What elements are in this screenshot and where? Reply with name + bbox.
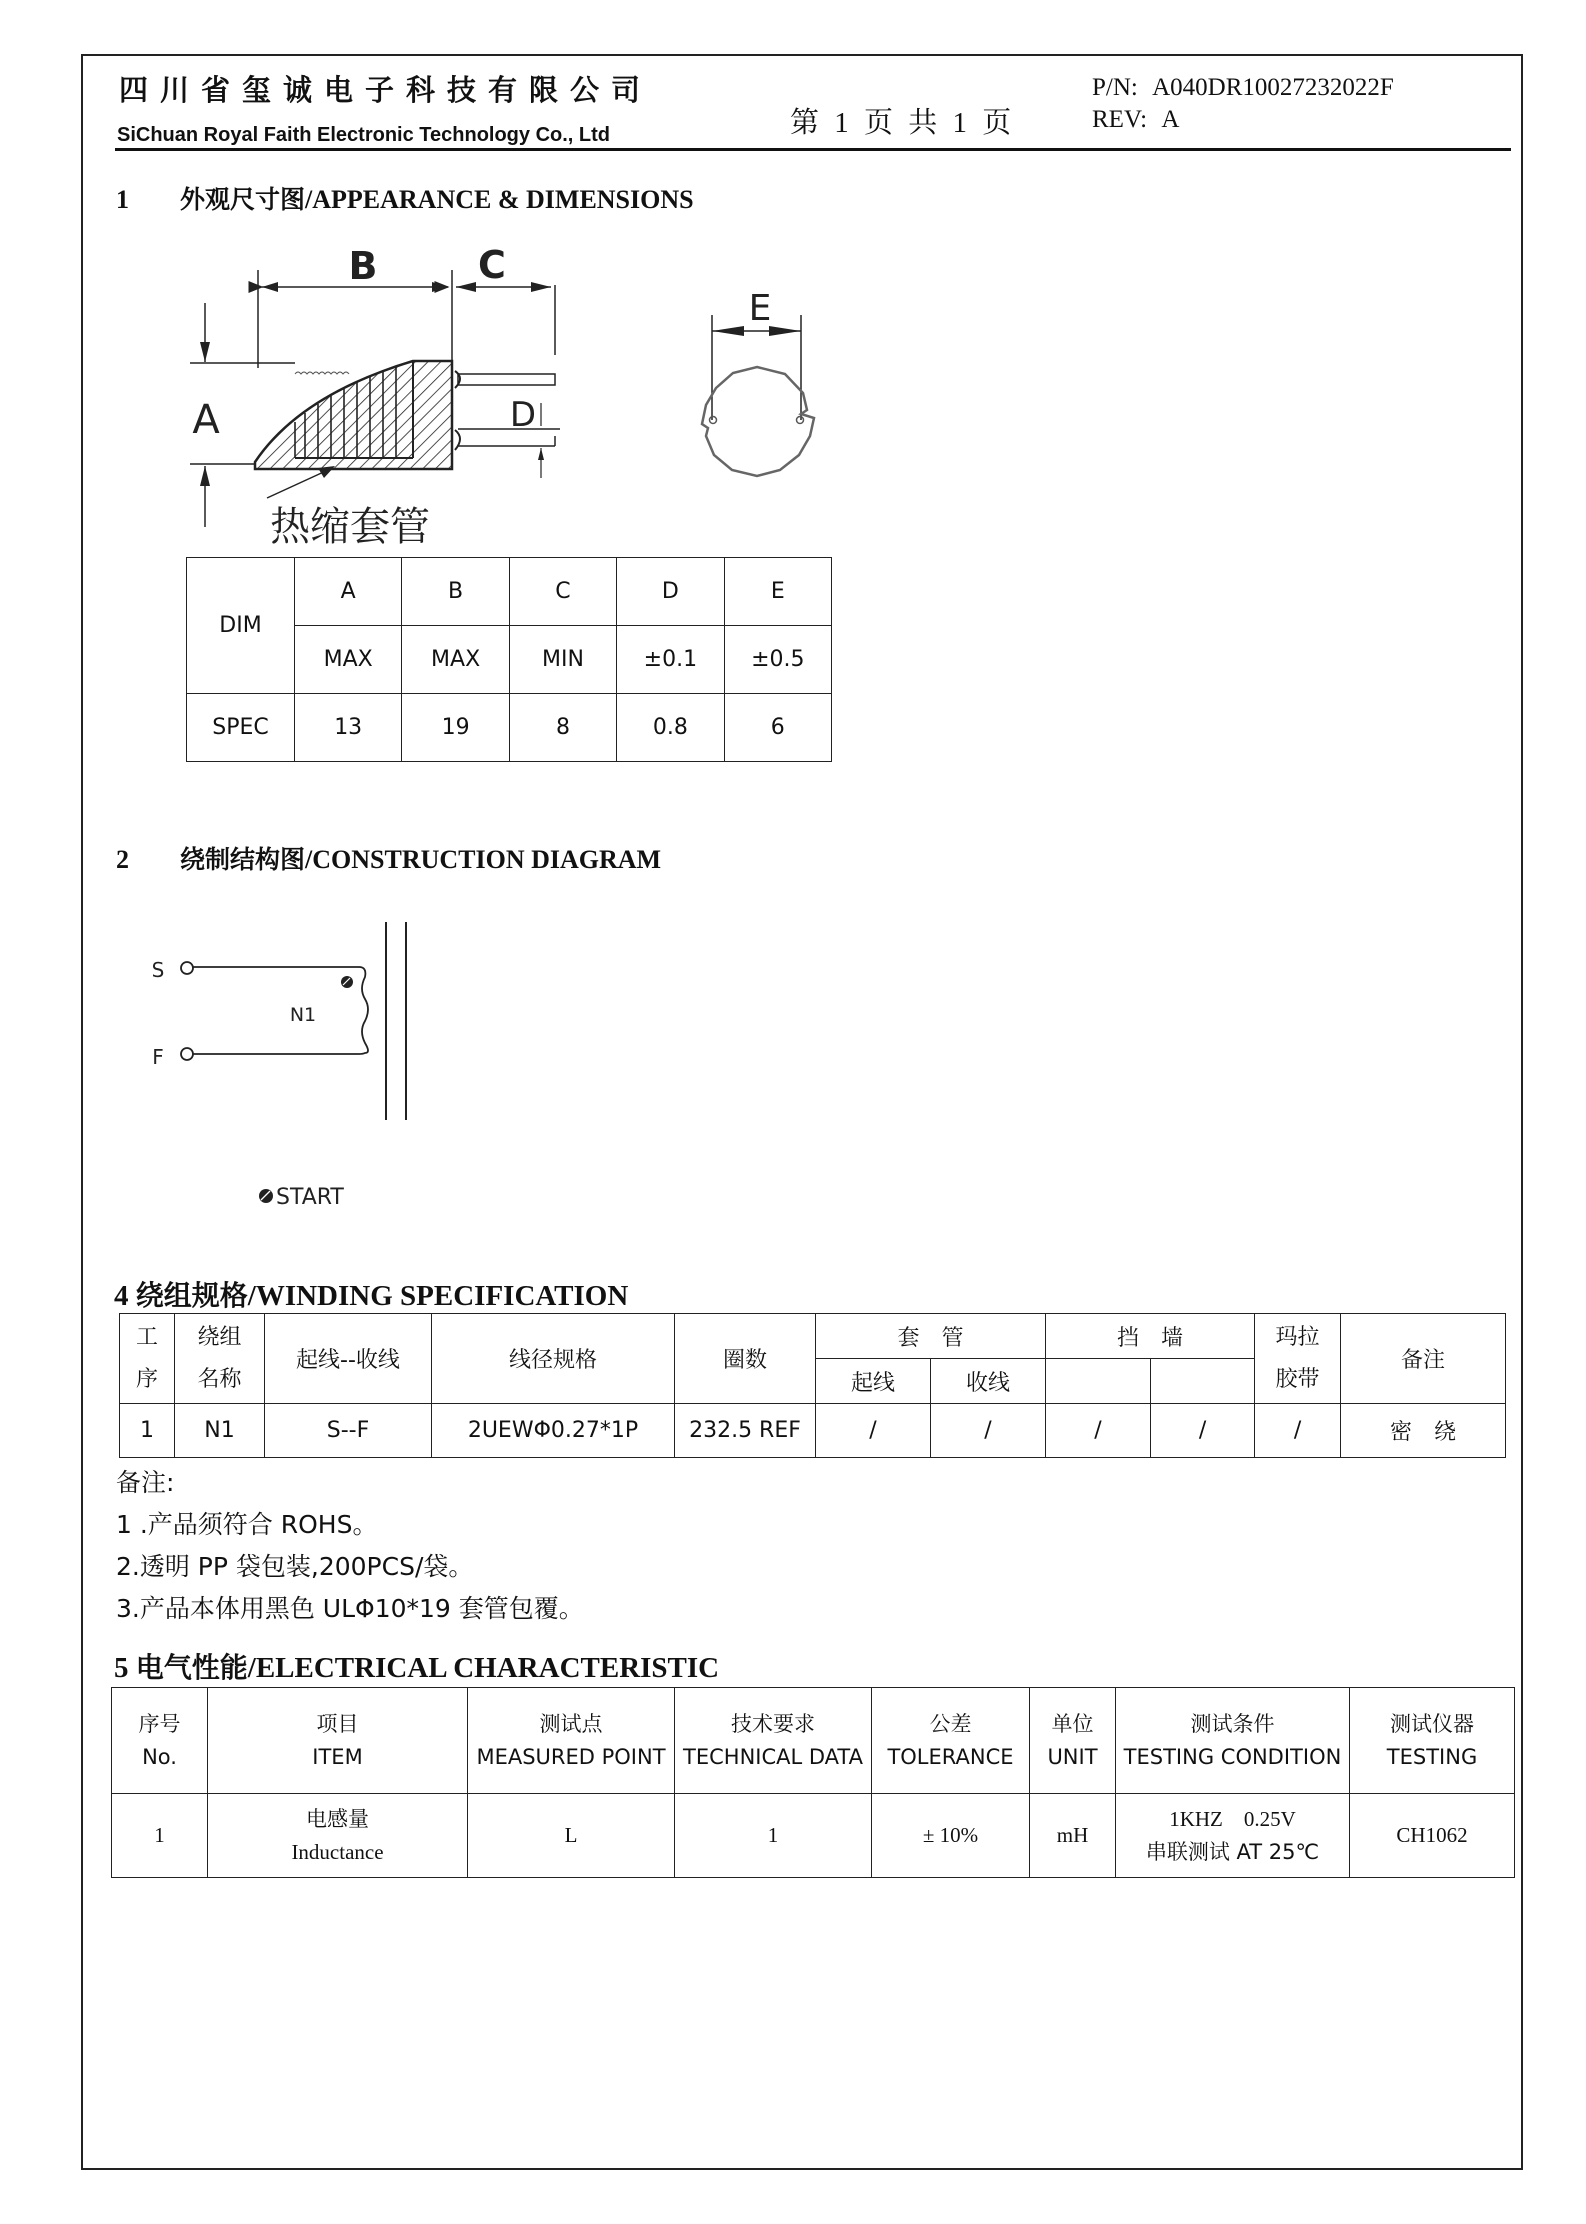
dim-col-c: C [509, 558, 616, 626]
cell-wire: 2UEWΦ0.27*1P [432, 1404, 675, 1458]
cell-sleeve-start: / [816, 1404, 931, 1458]
col-turns: 圈数 [675, 1314, 816, 1404]
company-name-en: SiChuan Royal Faith Electronic Technology Co., Ltd [117, 124, 610, 146]
callout-leader [267, 470, 328, 498]
section-number: 2 [116, 845, 129, 874]
legend-start: START [276, 1185, 344, 1210]
lead-dot-left [710, 417, 717, 424]
cell-technical: 1 [675, 1794, 872, 1878]
spec-e: 6 [724, 694, 831, 762]
cell-no: 1 [112, 1794, 208, 1878]
col-name-bottom: 名称 [197, 1366, 242, 1392]
cell-step: 1 [120, 1404, 175, 1458]
cell-condition-1: 1KHZ 0.25V [1169, 1806, 1296, 1831]
col-measured-point [468, 1688, 675, 1794]
col-remark: 备注 [1341, 1314, 1506, 1404]
dim-tol-c: MIN [509, 626, 616, 694]
revision-value: A [1161, 106, 1180, 133]
terminal-s [181, 962, 193, 974]
section-title-cn: 外观尺寸图 [180, 185, 306, 214]
col-sleeve-start: 起线 [816, 1359, 931, 1404]
col-step-bottom: 序 [135, 1366, 158, 1392]
section-number: 5 [114, 1652, 129, 1684]
terminal-f [181, 1048, 193, 1060]
terminal-s-label: S [151, 958, 165, 982]
part-number [1092, 74, 1394, 102]
col-tape-bottom: 胶带 [1275, 1366, 1320, 1392]
cell-sleeve-end: / [931, 1404, 1046, 1458]
cell-tape: / [1255, 1404, 1341, 1458]
label-c: C [478, 243, 506, 287]
col-tape-top: 玛拉 [1275, 1324, 1320, 1350]
col-name-top: 绕组 [197, 1324, 242, 1350]
cell-condition [1116, 1794, 1350, 1878]
spec-d: 0.8 [617, 694, 724, 762]
section-2-heading [116, 840, 661, 876]
spec-a: 13 [295, 694, 402, 762]
col-tol-en: TOLERANCE [887, 1744, 1014, 1769]
section-5-heading [114, 1646, 719, 1686]
col-unit-cn: 单位 [1051, 1711, 1094, 1736]
winding-spec-table [119, 1313, 1506, 1458]
label-a: A [192, 397, 220, 443]
cell-item-cn: 电感量 [306, 1806, 369, 1831]
cell-condition-2: 串联测试 AT 25℃ [1145, 1839, 1320, 1864]
section-title-en: /CONSTRUCTION DIAGRAM [305, 845, 662, 874]
dim-col-e: E [724, 558, 831, 626]
note-1: 1 .产品须符合 ROHS。 [116, 1510, 378, 1539]
col-no-en: No. [142, 1744, 177, 1769]
dim-col-d: D [617, 558, 724, 626]
col-wire: 线径规格 [432, 1314, 675, 1404]
lead-bottom-bulge [455, 430, 460, 450]
cell-point: L [468, 1794, 675, 1878]
dim-col-b: B [402, 558, 509, 626]
cell-unit: mH [1030, 1794, 1116, 1878]
col-step-top: 工 [135, 1324, 158, 1350]
table-row [112, 1794, 1515, 1878]
col-cond-cn: 测试条件 [1190, 1711, 1275, 1736]
spec-b: 19 [402, 694, 509, 762]
a-top-arrowhead [200, 342, 210, 362]
notes-title: 备注: [116, 1468, 175, 1497]
cell-turns: 232.5 REF [675, 1404, 816, 1458]
col-wall: 挡 墙 [1046, 1314, 1255, 1359]
section-title-en: /WINDING SPECIFICATION [247, 1280, 629, 1312]
col-cond-en: TESTING CONDITION [1123, 1744, 1342, 1769]
a-bottom-arrowhead [200, 466, 210, 486]
inductor-body [255, 361, 452, 469]
col-tech-cn: 技术要求 [731, 1711, 815, 1736]
col-tape [1255, 1314, 1341, 1404]
label-d: D [509, 395, 537, 435]
legend-start-dot-icon [259, 1189, 273, 1203]
dim-tol-e: ±0.5 [724, 626, 831, 694]
col-item-en: ITEM [312, 1744, 363, 1769]
col-inst-en: TESTING [1386, 1744, 1478, 1769]
callout-heat-shrink: 热缩套管 [270, 504, 430, 550]
col-wall-2 [1151, 1359, 1255, 1404]
revision [1092, 106, 1179, 134]
col-winding-name [175, 1314, 265, 1404]
cell-wall-2: / [1151, 1404, 1255, 1458]
dimension-table [186, 557, 832, 762]
col-step [120, 1314, 175, 1404]
part-number-label: P/N: [1092, 74, 1138, 101]
label-b: B [348, 244, 378, 288]
dim-tol-d: ±0.1 [617, 626, 724, 694]
note-3: 3.产品本体用黑色 ULΦ10*19 套管包覆。 [116, 1594, 584, 1623]
electrical-table [111, 1687, 1515, 1878]
col-inst-cn: 测试仪器 [1390, 1711, 1474, 1736]
cell-start-end: S--F [265, 1404, 432, 1458]
section-title-en: /ELECTRICAL CHARACTERISTIC [247, 1652, 720, 1684]
col-no [112, 1688, 208, 1794]
company-name-cn: 四川省玺诚电子科技有限公司 [119, 73, 653, 107]
note-2: 2.透明 PP 袋包装,200PCS/袋。 [116, 1552, 474, 1581]
label-e: E [748, 288, 772, 329]
winding-name: N1 [289, 1004, 317, 1026]
section-title-cn: 电气性能 [135, 1651, 248, 1684]
dim-header: DIM [187, 558, 295, 694]
col-wall-1 [1046, 1359, 1151, 1404]
section-4-heading [114, 1274, 628, 1314]
lead-top [458, 374, 555, 385]
col-no-cn: 序号 [138, 1711, 181, 1736]
col-sleeve: 套 管 [816, 1314, 1046, 1359]
col-start-end: 起线--收线 [265, 1314, 432, 1404]
table-row [120, 1404, 1506, 1458]
col-testing-instrument [1350, 1688, 1515, 1794]
col-unit-en: UNIT [1047, 1744, 1098, 1769]
revision-label: REV: [1092, 106, 1148, 133]
col-tolerance [872, 1688, 1030, 1794]
section-number: 4 [114, 1280, 129, 1312]
dim-col-a: A [295, 558, 402, 626]
cell-remark: 密 绕 [1341, 1404, 1506, 1458]
d-arrowhead [538, 448, 544, 460]
terminal-f-label: F [152, 1045, 164, 1069]
col-point-cn: 测试点 [539, 1711, 603, 1736]
col-testing-condition [1116, 1688, 1350, 1794]
coil [359, 967, 368, 1054]
lead-dot-right [797, 417, 804, 424]
wire-texture [295, 372, 349, 374]
col-item-cn: 项目 [316, 1711, 359, 1736]
cell-item-en: Inductance [291, 1839, 384, 1864]
spec-c: 8 [509, 694, 616, 762]
start-dot-icon [341, 976, 353, 988]
part-number-value: A040DR10027232022F [1152, 74, 1394, 101]
page-indicator: 第 1 页 共 1 页 [790, 107, 1016, 139]
cell-name: N1 [175, 1404, 265, 1458]
callout-arrowhead [318, 466, 335, 478]
col-tol-cn: 公差 [929, 1711, 972, 1736]
dimension-drawing [0, 0, 900, 560]
section-title-cn: 绕制结构图 [180, 845, 306, 874]
section-title-cn: 绕组规格 [135, 1279, 248, 1312]
dim-tol-a: MAX [295, 626, 402, 694]
col-unit [1030, 1688, 1116, 1794]
col-technical-data [675, 1688, 872, 1794]
cell-tolerance: ± 10% [872, 1794, 1030, 1878]
col-point-en: MEASURED POINT [476, 1744, 666, 1769]
cell-wall-1: / [1046, 1404, 1151, 1458]
cell-instrument: CH1062 [1350, 1794, 1515, 1878]
construction-diagram [0, 900, 500, 1220]
col-sleeve-end: 收线 [931, 1359, 1046, 1404]
section-number: 1 [116, 185, 129, 214]
spec-header: SPEC [187, 694, 295, 762]
section-title-en: /APPEARANCE & DIMENSIONS [305, 185, 694, 214]
dim-tol-b: MAX [402, 626, 509, 694]
col-item [208, 1688, 468, 1794]
cell-item [208, 1794, 468, 1878]
col-tech-en: TECHNICAL DATA [683, 1744, 863, 1769]
